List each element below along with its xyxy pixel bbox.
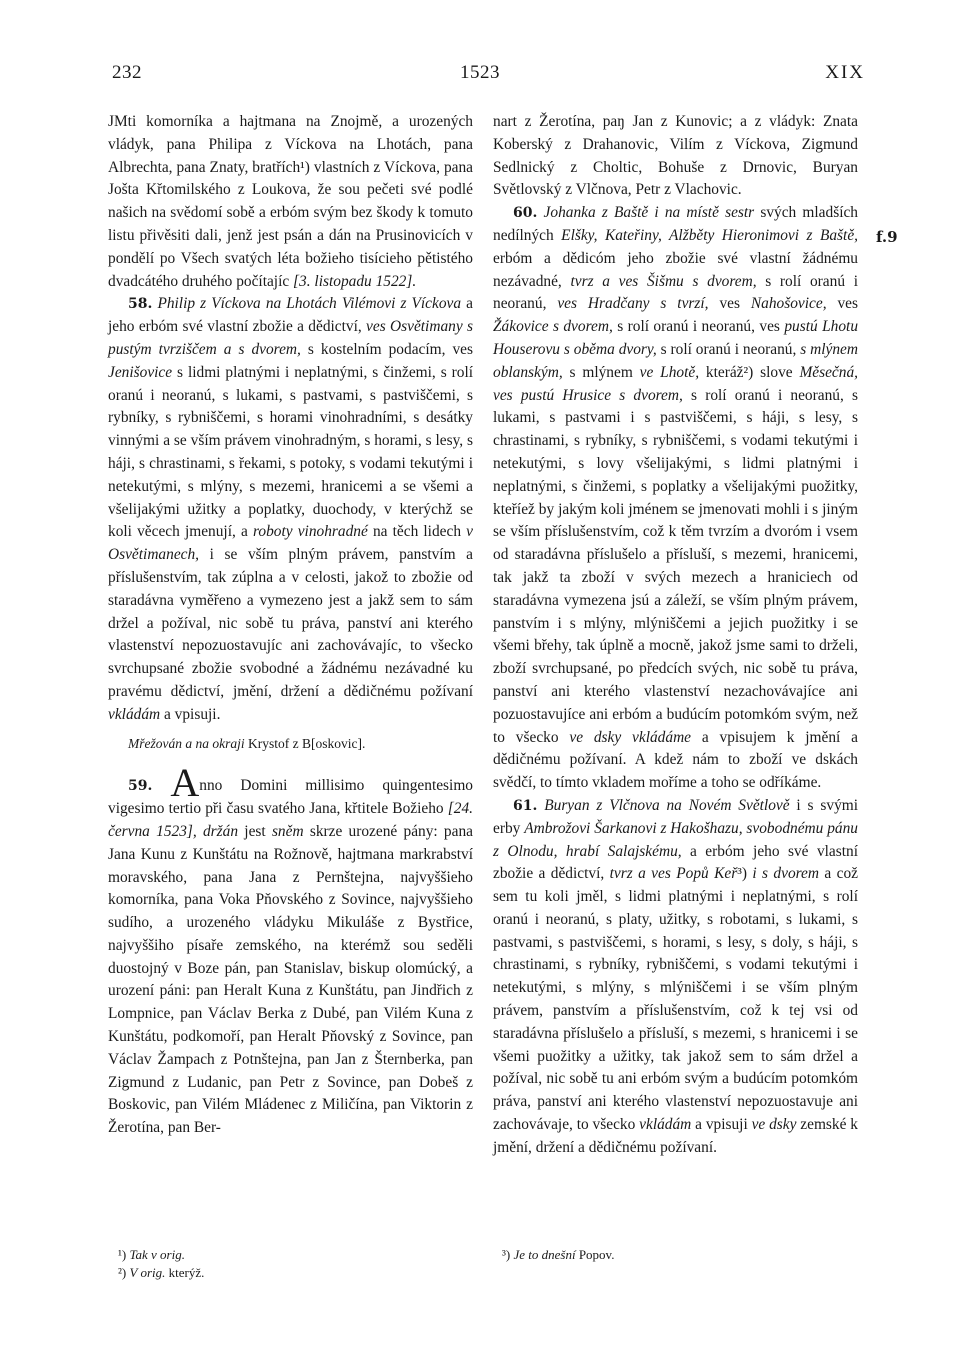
entry-text: nno Domini millisimo quingentesimo vigesimo tertio při času svatého Jana, křtitele Božieho (108, 777, 473, 818)
entry-text-italic: Philip z Víckova na Lhotách Vilémovi z Víckova (157, 295, 462, 313)
entry-text-italic: Ambrožovi Šarkanovi z Hakošhazu, svobodnému pánu z Olnodu, hrabí Salajskému, (493, 819, 859, 860)
footnotes-left (118, 1246, 204, 1282)
entry-text: i se vším plným právem, panstvím a příslušenstvím, tak zúplna a v celosti, jakož to zbožie od staradávna vyměřeno a vymezeno jest a jakž sem to sám držel a požíval, nic sobě tu práva, panství ani kterého vlastenství nepozuostavujíc ani zachovávajíc, to všecko svrchupsané zbožie svobodné a žádnému nezávadné ku pravému dědictví, jmění, držení a dědičnému požívaní (108, 546, 473, 700)
footnote-1 (118, 1246, 204, 1264)
entry-text: a což sem tu koli jměl, s lidmi platnými i neplatnými, s rolí oranú i neoranú, s platy, užitky, s robotami, s lukami, s pastvami, s pastviščemi, s horami, s lesy, s doly, s háji, s chrastinami, s rybníky, rybniščemi, s vodami tekutými i netekutými, s mlýny, s mlýniščemi i se vším plným právem, panstvím a příslušenstvím, což k tej vsi od staradávna příslušelo a přísluší, s mezemi, s hranicemi i se všemi puožitky a užitky, tak jakož sem to sám držel a požíval, nic sobě tu ani erbóm svým a budúcím potomkóm práva, panství ani kterého vlastenství nepozuostavuje ani zachovávaje, to všecko (493, 865, 858, 1134)
entry-text: kteráž²) slove (699, 363, 800, 381)
entry-60 (493, 202, 858, 795)
note-italic: Mřežován a na okraji (128, 735, 245, 751)
entry-59 (108, 760, 473, 1140)
entry-text: a vpisuji (691, 1116, 752, 1134)
entry-text-italic: Jenišovice (108, 363, 173, 381)
footnote-mark: ¹) (118, 1247, 127, 1262)
continued-paragraph (108, 111, 473, 293)
entry-58-note (128, 733, 473, 756)
page-number: 232 (112, 62, 142, 83)
entry-number: 60. (513, 205, 538, 222)
entry-text-italic: [24. června 1523], držán (108, 800, 473, 840)
entry-text: erbóm a dědicóm jeho zbožie své vlastní žádnému nezávadné, (493, 249, 858, 290)
entry-text-italic: Nahošovice, (750, 295, 827, 313)
footnote-3 (502, 1246, 614, 1264)
entry-text: svých mladších nedílných (493, 204, 858, 244)
entry-text: s rolí oranú i neoranú, (493, 272, 858, 313)
entry-text-italic: Žákovice s dvorem, (493, 318, 613, 336)
entry-text: s rolí oranú i neoranú, (656, 340, 801, 358)
margin-folio-note: f.9 (876, 228, 898, 246)
footnote-text: Popov. (575, 1247, 615, 1262)
entry-text: skrze urozené pány: pana Jana Kunu z Kunštátu na Rožnově, hajtmana markrabství moravského, pana Jana z Pernštejna, najvyššieho komorníka, pana Voka Pňovského z Sovince, najvyššieho sudího, a urozeného vládyku Mikuláše z Bystřice, najvyššiho písaře zemského, na kterémž sou seděli duostojný v Boze pán, pan Stanislav, biskup olomúcký, a urození páni: pan Heralt Kuna z Kunštátu, pan Jindřich z Lompnice, pan Václav Berka z Dubé, pan Vilém Kuna z Kunštátu, podkomoří, pan Heralt Pňovský z Sovince, pan Václav Žampach z Potnštejna, pan Jan z Šternberka, pan Zigmund z Ludanic, pan Petr z Sovince, pan Dobeš z Boskovic, pan Vilém Mládenec z Miličína, pan Viktorin z Žerotína, pan Ber- (108, 822, 473, 1137)
entry-number: 59. (128, 778, 153, 795)
footnote-text-italic: Tak v orig. (129, 1247, 185, 1262)
entry-text: a vpisujem k jmění a dědičnému požívaní. A kdež nám to zboží ve dskách svědčí, to tímto vkladem moříme a toho se odříkáme. (493, 728, 858, 792)
footnotes-right (502, 1246, 614, 1264)
entry-text: s lidmi platnými i neplatnými, s činžemi, s rolí oranú i neoranú, s lukami, s pastvami, s pastviščemi, s rybníky, s rybniščemi, s horami vinohradními, s desátky vinnými a se vším právem vinohradným, s horami, s lesy, s háji, s chrastinami, s řekami, s potoky, s vodami tekutými i netekutými, s mlýny, s mezemi, hranicemi a se všemi a všelijakými užitky a poplatky, duochody, v kterýchž se koli věcech jmenují, a (108, 363, 473, 541)
entry-text-italic: ves Hradčany s tvrzí, (557, 295, 709, 313)
entry-text: i s svými erby (493, 796, 859, 837)
date-italic: [3. listopadu 1522]. (293, 272, 417, 290)
footnote-text: kterýž. (165, 1265, 205, 1280)
entry-text-italic: ve Lhotě, (639, 363, 700, 381)
entry-text-italic: pustú Lhotu Houserovu s oběma dvory, (493, 318, 859, 358)
section-numeral: XIX (825, 62, 865, 83)
entry-text: ves (708, 295, 751, 313)
entry-text-italic: ve dsky vkládáme (569, 728, 692, 746)
entry-text: zemské k jmění, držení a dědičnému požívaní. (493, 1116, 858, 1156)
note-text: Krystof z B[oskovic]. (244, 735, 366, 751)
entry-text-italic: v Osvětimanech, (108, 523, 474, 564)
footnote-text-italic: V orig. (129, 1265, 166, 1280)
entry-text-italic: vkládám (639, 1116, 692, 1134)
footnote-mark: ³) (502, 1247, 511, 1262)
entry-58 (108, 293, 473, 726)
entry-text: a jeho erbóm své vlastní zbožie a dědictví, (108, 295, 473, 336)
entry-text: jest (238, 822, 272, 840)
entry-text-italic: i s dvorem (752, 865, 820, 883)
entry-text: ves (826, 295, 858, 313)
entry-text-italic: s mlýnem oblanským, (493, 340, 859, 381)
continued-paragraph: nart z Žerotína, paŋ Jan z Kunovic; a z vládyk: Znata Koberský z Drahanovic, Vilím z Víckova, Zigmund Sedlnický z Choltic, Bohuše z Drnovic, Buryan Světlovský z Vlčnova, Petr z Vlachovic. (493, 113, 858, 199)
entry-text: s rolí oranú i neoranú, ves (612, 318, 785, 336)
entry-text-italic: Buryan z Vlčnova na Novém Světlově (544, 796, 790, 814)
entry-text: ³) (737, 865, 753, 883)
entry-text: s rolí oranú i neoranú, s lukami, s pastvami i s pastviščemi, s háji, s lesy, s chrastinami, s rybníky, s rybniščemi, s vodami tekutými i netekutými, s lovy všelijakými, s lidmi platnými i neplatnými, s činžemi, s poplatky a všelijakými puožitky, kteříež by jakým koli jménem se jmenovati mohli i s jiným se vším příslušenstvím, což k těm tvrzím a dvoróm i vsem od staradávna příslušelo a přísluší, s mezemi, hranicemi, tak jakž ta zboží v svých mezech a hraniciech od staradávna vymezena jsú a záleží, se vším plným právem, panstvím i s mlýny, mlýniščemi a jejich puožitky i se všemi břehy, tak úplně a mocně, jakož jsme sami to drželi, zboží svrchupsané, po předcích svých, nic sobě tu práva, panství ani kterého vlastenství nezachovávajíce ani pozuostavujíce ani erbóm a budúcím potomkóm svým, než to všecko (493, 386, 858, 746)
left-column (108, 111, 473, 1140)
entry-text-italic: roboty vinohradné (252, 523, 368, 541)
entry-text: s kostelním podacím, ves (300, 340, 473, 358)
entry-number: 61. (513, 797, 538, 814)
right-column (493, 111, 858, 1160)
entry-text: a erbóm jeho své vlastní zbožie a dědictví, (493, 842, 858, 883)
entry-text-italic: ves Osvětimany s pustým tvrziščem a s dvorem, (108, 318, 473, 358)
entry-text-italic: Měsečná, ves pustú Hrusice s dvorem, (493, 363, 858, 404)
entry-text-italic: ve dsky (751, 1116, 797, 1134)
footnote-text-italic: Je to dnešní (513, 1247, 576, 1262)
paragraph-text: JMti komorníka a hajtmana na Znojmě, a urozených vládyk, pana Philipa z Víckova na Lhotách, pana Albrechta, pana Znaty, bratřích¹) vlastních z Víckova, pana Jošta Křtomilského z Loukova, že sou pečeti své podlé našich na svědomí sobě a erbóm svým bez škody k tomuto listu přivěsiti dali, jenž jest psán a dán na Prusinovicích v pondělí po Všech svatých léta božieho tisícieho pětistého dvadcátého druhého počítajíc (108, 113, 473, 290)
entry-text-italic: tvrz a ves Popů Keř (609, 865, 738, 883)
entry-text: s mlýnem (562, 363, 640, 381)
entry-text-italic: tvrz a ves Šišmu s dvorem, (570, 272, 757, 290)
running-year: 1523 (460, 62, 500, 83)
entry-text-italic: Johanka z Baště i na místě sestr (543, 204, 755, 222)
entry-61 (493, 795, 858, 1160)
initial-letter: A (170, 760, 200, 806)
entry-text: a vpisuji. (160, 705, 221, 723)
entry-text-italic: sněm (271, 822, 304, 840)
entry-text-italic: vkládám (108, 705, 161, 723)
entry-text: na těch lidech (367, 523, 467, 541)
entry-number: 58. (128, 296, 153, 313)
footnote-2 (118, 1264, 204, 1282)
footnote-mark: ²) (118, 1265, 127, 1280)
entry-text-italic: Elšky, Kateřiny, Alžběty Hieronimovi z Baště, (561, 226, 858, 244)
